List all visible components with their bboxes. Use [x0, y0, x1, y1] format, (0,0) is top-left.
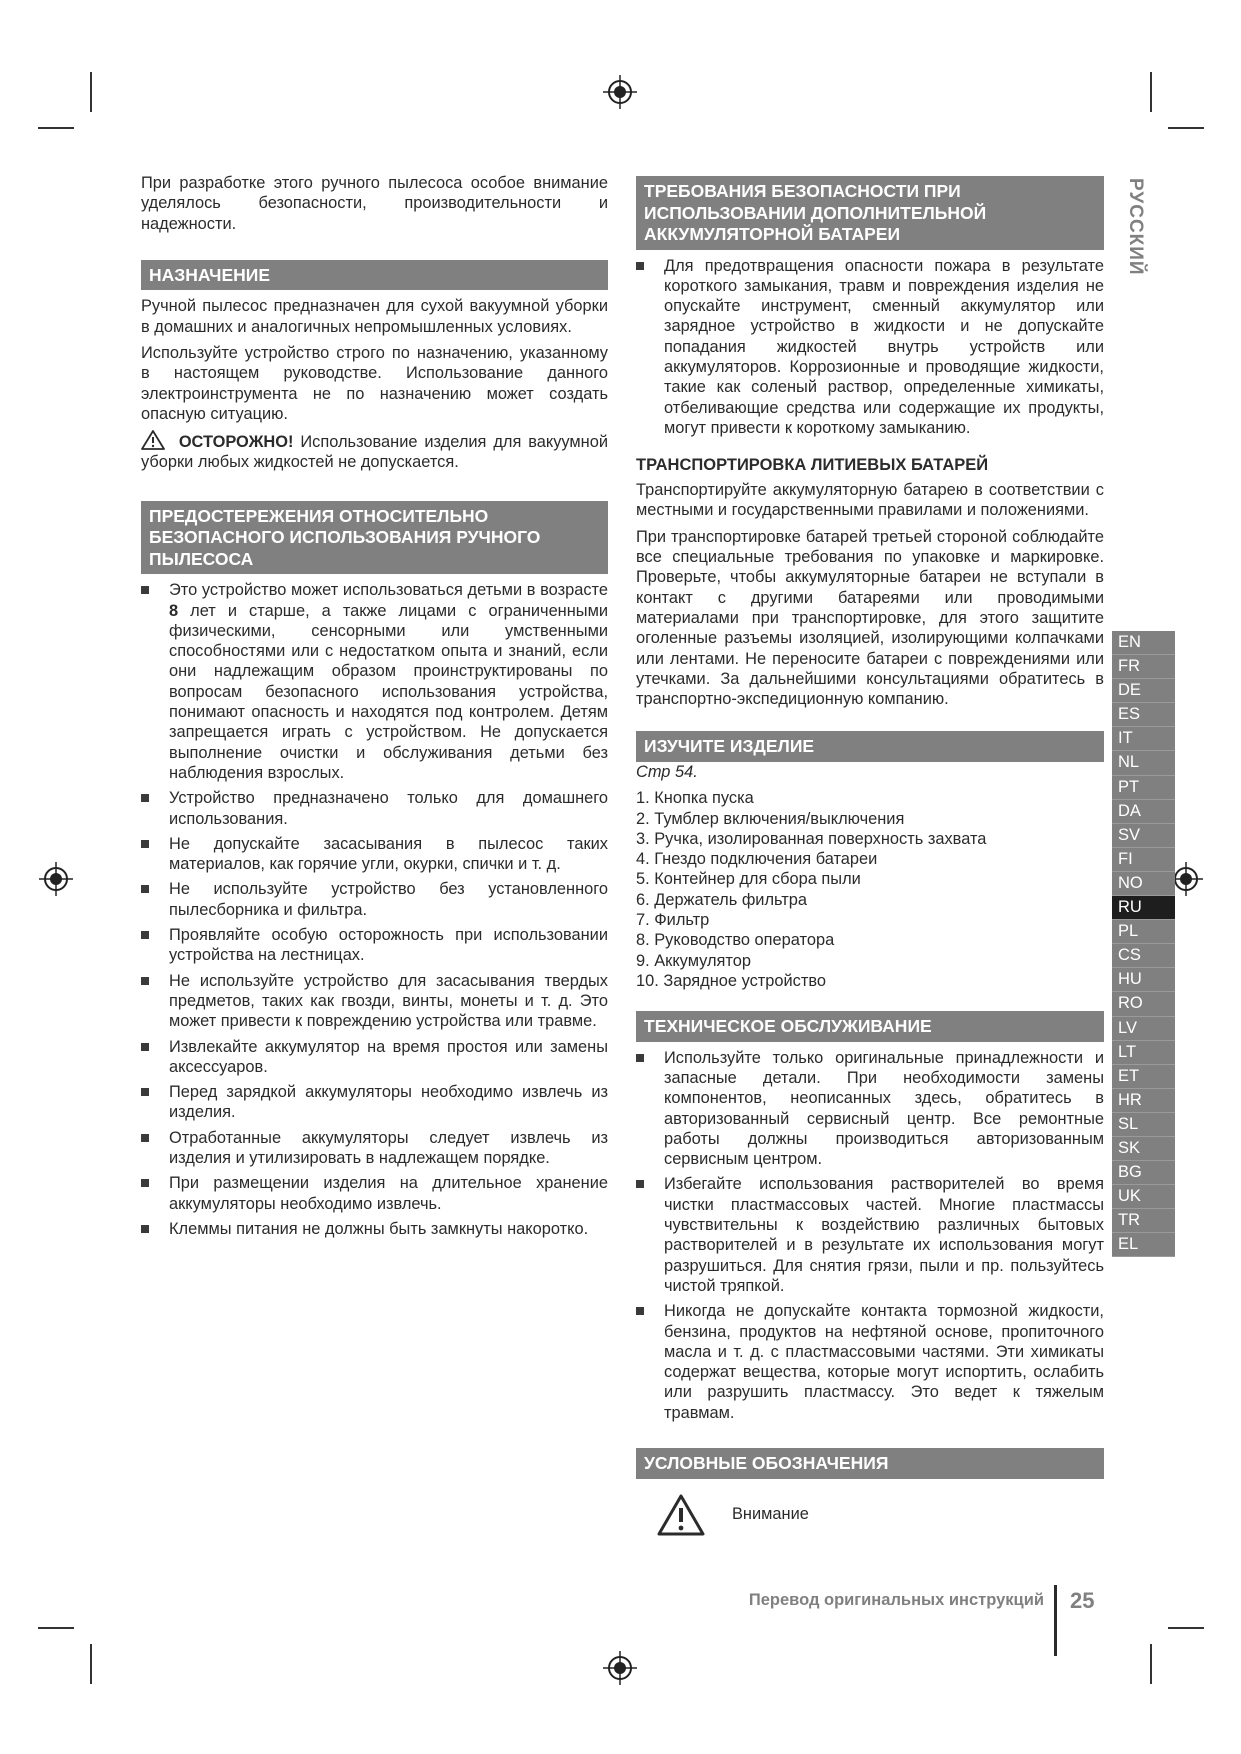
crop-mark — [1168, 1627, 1204, 1629]
symbol-row — [636, 1493, 1104, 1537]
battery-safety-heading: ТРЕБОВАНИЯ БЕЗОПАСНОСТИ ПРИ ИСПОЛЬЗОВАНИИ ДОПОЛНИТЕЛЬНОЙ АККУМУЛЯТОРНОЙ БАТАРЕИ — [636, 176, 1104, 250]
list-item: 3. Ручка, изолированная поверхность захвата — [636, 829, 987, 848]
list-item: 9. Аккумулятор — [636, 951, 751, 970]
language-title: РУССКИЙ — [1125, 178, 1146, 276]
list-item: 5. Контейнер для сбора пыли — [636, 870, 861, 889]
warning-text: Использование изделия для вакуумной уборки любых жидкостей не допускается. — [141, 433, 609, 472]
transport-heading: ТРАНСПОРТИРОВКА ЛИТИЕВЫХ БАТАРЕЙ — [636, 456, 989, 475]
language-tab[interactable]: EN — [1112, 631, 1175, 655]
maintenance-list — [636, 1048, 1104, 1423]
language-tab[interactable]: SK — [1112, 1137, 1175, 1161]
list-item: Проявляйте особую осторожность при использовании устройства на лестницах. — [141, 925, 608, 966]
language-tab[interactable]: NO — [1112, 872, 1175, 896]
list-item: 4. Гнездо подключения батареи — [636, 850, 878, 869]
language-tab[interactable]: ET — [1112, 1065, 1175, 1089]
list-item: Не используйте устройство для засасывания твердых предметов, таких как гвозди, винты, монеты и т. д. Это может привести к повреждению устройства или травме. — [141, 971, 608, 1032]
product-parts-list — [636, 788, 1104, 991]
warning-icon — [656, 1493, 706, 1537]
crop-mark — [90, 72, 92, 112]
language-tab[interactable]: TR — [1112, 1209, 1175, 1233]
symbols-heading: УСЛОВНЫЕ ОБОЗНАЧЕНИЯ — [636, 1448, 1104, 1479]
list-item: Извлекайте аккумулятор на время простоя или замены аксессуаров. — [141, 1037, 608, 1078]
list-item: Не допускайте засасывания в пылесос таких материалов, как горячие угли, окурки, спички и т. д. — [141, 834, 608, 875]
purpose-heading: НАЗНАЧЕНИЕ — [141, 260, 608, 291]
crop-mark — [38, 127, 74, 129]
product-page-ref: Стр 54. — [636, 762, 698, 781]
crop-mark — [38, 1627, 74, 1629]
list-item: При размещении изделия на длительное хранение аккумуляторы необходимо извлечь. — [141, 1173, 608, 1214]
list-item: 6. Держатель фильтра — [636, 890, 808, 909]
list-item: 2. Тумблер включения/выключения — [636, 809, 905, 828]
list-item: Избегайте использования растворителей во время чистки пластмассовых частей. Многие пластмассы чувствительны к воздействию различных бытовых растворителей и в результате их использования могут разрушиться. Для снятия грязи, пыли и пр. пользуйтесь чистой тряпкой. — [636, 1174, 1104, 1296]
list-item: Используйте только оригинальные принадлежности и запасные детали. При необходимости замены компонентов, неописанных здесь, обратитесь в авторизованный сервисный центр. Все ремонтные работы должны производиться авторизованным сервисным центром. — [636, 1048, 1104, 1170]
language-tab-active[interactable]: RU — [1112, 896, 1175, 920]
footer-text: Перевод оригинальных инструкций — [748, 1591, 1044, 1609]
footer-divider — [1054, 1585, 1057, 1656]
language-tab[interactable]: HU — [1112, 968, 1175, 992]
language-tab[interactable]: CS — [1112, 944, 1175, 968]
crop-mark — [1168, 127, 1204, 129]
purpose-paragraph: Используйте устройство строго по назначению, указанному в настоящем руководстве. Использование данного электроинструмента не по назначению может создать опасную ситуацию. — [141, 343, 608, 423]
list-item: Не используйте устройство без установленного пылесборника и фильтра. — [141, 879, 608, 920]
list-item: Никогда не допускайте контакта тормозной жидкости, бензина, продуктов на нефтяной основе, пропиточного масла и т. д. с пластмассовыми частями. Эти химикаты содержат вещества, которые могут испортить, ослабить или разрушить пластмассу. Это ведет к тяжелым травмам. — [636, 1301, 1104, 1423]
language-tab[interactable]: FR — [1112, 655, 1175, 679]
language-tab[interactable]: EL — [1112, 1233, 1175, 1257]
safety-heading: ПРЕДОСТЕРЕЖЕНИЯ ОТНОСИТЕЛЬНО БЕЗОПАСНОГО ИСПОЛЬЗОВАНИЯ РУЧНОГО ПЫЛЕСОСА — [141, 501, 608, 575]
language-tab[interactable]: SL — [1112, 1113, 1175, 1137]
battery-safety-list — [636, 256, 1104, 439]
crop-mark — [1150, 1644, 1152, 1684]
registration-mark-icon — [602, 74, 638, 110]
purpose-paragraph: Ручной пылесос предназначен для сухой вакуумной уборки в домашних и аналогичных непромышленных условиях. — [141, 297, 608, 336]
language-tab[interactable]: PL — [1112, 920, 1175, 944]
language-tab[interactable]: ES — [1112, 703, 1175, 727]
intro-paragraph: При разработке этого ручного пылесоса особое внимание уделялось безопасности, производительности и надежности. — [141, 174, 608, 233]
registration-mark-icon — [602, 1650, 638, 1686]
page-number: 25 — [1070, 1588, 1095, 1613]
transport-paragraph: При транспортировке батарей третьей стороной соблюдайте все специальные требования по упаковке и маркировке. Проверьте, чтобы аккумуляторные батареи не вступали в контакт с другими батареями или проводимыми материалами при транспортировке, для этого защитите оголенные разъемы изоляцией, изолирующими колпачками или лентами. Не переносите батареи с повреждениями или утечками. За дальнейшими консультациями обратитесь в транспортно-экспедиционную компанию. — [636, 527, 1104, 709]
language-tab[interactable]: LV — [1112, 1017, 1175, 1041]
language-tab[interactable]: BG — [1112, 1161, 1175, 1185]
left-column — [141, 173, 608, 1244]
language-tab[interactable]: FI — [1112, 848, 1175, 872]
list-item: 7. Фильтр — [636, 911, 710, 930]
symbol-label: Внимание — [732, 1505, 809, 1524]
list-item: Это устройство может использоваться детьми в возрасте 8 лет и старше, а также лицами с ограниченными физическими, сенсорными или умственными способностями или с недостатком опыта и знаний, если они надлежащим образом проинструктированы по вопросам безопасного использования устройства, понимают опасность и находятся под контролем. Детям запрещается играть с устройством. Не допускается выполнение очистки и обслуживания детьми без наблюдения взрослых. — [141, 580, 608, 783]
maintenance-heading: ТЕХНИЧЕСКОЕ ОБСЛУЖИВАНИЕ — [636, 1011, 1104, 1042]
list-item: 8. Руководство оператора — [636, 931, 835, 950]
language-tab[interactable]: UK — [1112, 1185, 1175, 1209]
registration-mark-icon — [38, 861, 74, 897]
language-tab[interactable]: DE — [1112, 679, 1175, 703]
safety-list — [141, 580, 608, 1239]
product-heading: ИЗУЧИТЕ ИЗДЕЛИЕ — [636, 731, 1104, 762]
list-item: 10. Зарядное устройство — [636, 971, 827, 990]
list-item: Устройство предназначено только для домашнего использования. — [141, 788, 608, 829]
right-column — [636, 176, 1104, 1537]
language-tab[interactable]: NL — [1112, 751, 1175, 775]
crop-mark — [1150, 72, 1152, 112]
warning-icon — [141, 430, 165, 450]
purpose-warning — [141, 430, 608, 473]
list-item: Клеммы питания не должны быть замкнуты накоротко. — [141, 1219, 608, 1239]
language-tab[interactable]: SV — [1112, 824, 1175, 848]
language-tab[interactable]: RO — [1112, 992, 1175, 1016]
list-item: 1. Кнопка пуска — [636, 789, 754, 808]
language-tab[interactable]: DA — [1112, 800, 1175, 824]
warning-label: ОСТОРОЖНО! — [178, 433, 294, 452]
transport-paragraph: Транспортируйте аккумуляторную батарею в соответствии с местными и государственными правилами и положениями. — [636, 481, 1104, 520]
list-item: Для предотвращения опасности пожара в результате короткого замыкания, травм и повреждения изделия не опускайте инструмент, сменный аккумулятор или зарядное устройство в жидкости и не допускайте попадания жидкостей внутрь устройств или аккумуляторов. Коррозионные и проводящие жидкости, такие как соленый раствор, определенные химикаты, отбеливающие средства или содержащие их продукты, могут привести к короткому замыканию. — [636, 256, 1104, 439]
language-tab[interactable]: LT — [1112, 1041, 1175, 1065]
language-tab[interactable]: HR — [1112, 1089, 1175, 1113]
list-item: Перед зарядкой аккумуляторы необходимо извлечь из изделия. — [141, 1082, 608, 1123]
language-tabs — [1112, 631, 1175, 1257]
language-tab[interactable]: IT — [1112, 727, 1175, 751]
crop-mark — [90, 1644, 92, 1684]
language-tab[interactable]: PT — [1112, 776, 1175, 800]
list-item: Отработанные аккумуляторы следует извлечь из изделия и утилизировать в надлежащем порядке. — [141, 1128, 608, 1169]
